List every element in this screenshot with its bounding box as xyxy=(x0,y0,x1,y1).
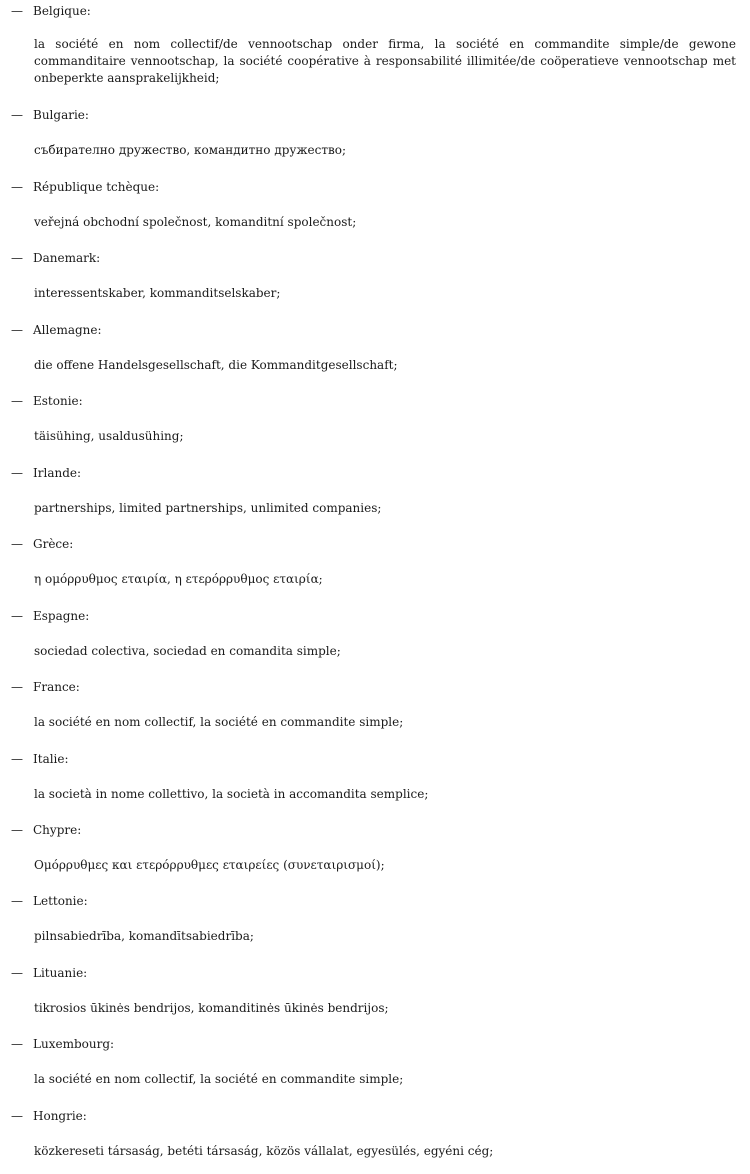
country-name: Irlande: xyxy=(33,466,82,480)
legal-forms-text: la société en nom collectif, la société en commandite simple; xyxy=(34,1072,404,1086)
country-heading xyxy=(11,1036,114,1052)
country-name: Chypre: xyxy=(33,823,82,837)
country-heading xyxy=(11,179,159,195)
legal-forms-text: tikrosios ūkinės bendrijos, komanditinės ūkinės bendrijos; xyxy=(34,1001,389,1015)
em-dash: — xyxy=(11,251,23,265)
em-dash: — xyxy=(11,537,23,551)
country-heading xyxy=(11,822,81,838)
em-dash: — xyxy=(11,323,23,337)
country-heading xyxy=(11,1108,87,1124)
legal-forms-text: közkereseti társaság, betéti társaság, közös vállalat, egyesülés, egyéni cég; xyxy=(34,1144,494,1158)
em-dash: — xyxy=(11,1109,23,1123)
country-name: Luxembourg: xyxy=(33,1037,115,1051)
em-dash: — xyxy=(11,108,23,122)
country-name: Allemagne: xyxy=(33,323,102,337)
country-heading xyxy=(11,751,69,767)
country-name: Bulgarie: xyxy=(33,108,89,122)
em-dash: — xyxy=(11,823,23,837)
country-heading xyxy=(11,250,100,266)
country-heading xyxy=(11,679,80,695)
country-heading xyxy=(11,608,89,624)
legal-forms-text: η ομόρρυθμος εταιρία, η ετερόρρυθμος εταιρία; xyxy=(34,572,323,586)
em-dash: — xyxy=(11,752,23,766)
em-dash: — xyxy=(11,180,23,194)
legal-forms-text: la società in nome collettivo, la società in accomandita semplice; xyxy=(34,787,429,801)
country-heading xyxy=(11,965,87,981)
country-heading xyxy=(11,536,73,552)
country-heading xyxy=(11,393,83,409)
legal-forms-text: Ομόρρυθμες και ετερόρρυθμες εταιρείες (συνεταιρισμοί); xyxy=(34,858,385,872)
legal-forms-text: partnerships, limited partnerships, unlimited companies; xyxy=(34,501,382,515)
em-dash: — xyxy=(11,1037,23,1051)
country-name: Estonie: xyxy=(33,394,83,408)
em-dash: — xyxy=(11,680,23,694)
legal-forms-text: sociedad colectiva, sociedad en comandita simple; xyxy=(34,644,341,658)
country-heading xyxy=(11,322,102,338)
country-name: Lituanie: xyxy=(33,966,88,980)
legal-forms-text: veřejná obchodní společnost, komanditní společnost; xyxy=(34,215,357,229)
legal-forms-text: interessentskaber, kommanditselskaber; xyxy=(34,286,281,300)
em-dash: — xyxy=(11,609,23,623)
legal-forms-text: la société en nom collectif, la société en commandite simple; xyxy=(34,715,404,729)
legal-forms-text: събирателно дружество, командитно дружество; xyxy=(34,143,346,157)
em-dash: — xyxy=(11,394,23,408)
country-name: France: xyxy=(33,680,80,694)
country-name: République tchèque: xyxy=(33,180,160,194)
em-dash: — xyxy=(11,966,23,980)
country-heading xyxy=(11,3,91,19)
em-dash: — xyxy=(11,4,23,18)
country-name: Grèce: xyxy=(33,537,74,551)
country-name: Hongrie: xyxy=(33,1109,87,1123)
legal-forms-text: die offene Handelsgesellschaft, die Kommanditgesellschaft; xyxy=(34,358,398,372)
em-dash: — xyxy=(11,466,23,480)
legal-forms-text: pilnsabiedrība, komandītsabiedrība; xyxy=(34,929,254,943)
country-name: Lettonie: xyxy=(33,894,88,908)
country-heading xyxy=(11,893,88,909)
country-name: Danemark: xyxy=(33,251,101,265)
em-dash: — xyxy=(11,894,23,908)
country-name: Espagne: xyxy=(33,609,90,623)
legal-forms-text: la société en nom collectif/de vennootschap onder firma, la société en commandite simple/de gewone commanditaire vennootschap, la société coopérative à responsabilité illimitée/de coöperatieve vennootschap met onbeperkte aansprakelijkheid; xyxy=(34,37,736,85)
country-name: Belgique: xyxy=(33,4,91,18)
legal-forms-text: täisühing, usaldusühing; xyxy=(34,429,184,443)
country-heading xyxy=(11,107,89,123)
country-name: Italie: xyxy=(33,752,69,766)
country-heading xyxy=(11,465,81,481)
